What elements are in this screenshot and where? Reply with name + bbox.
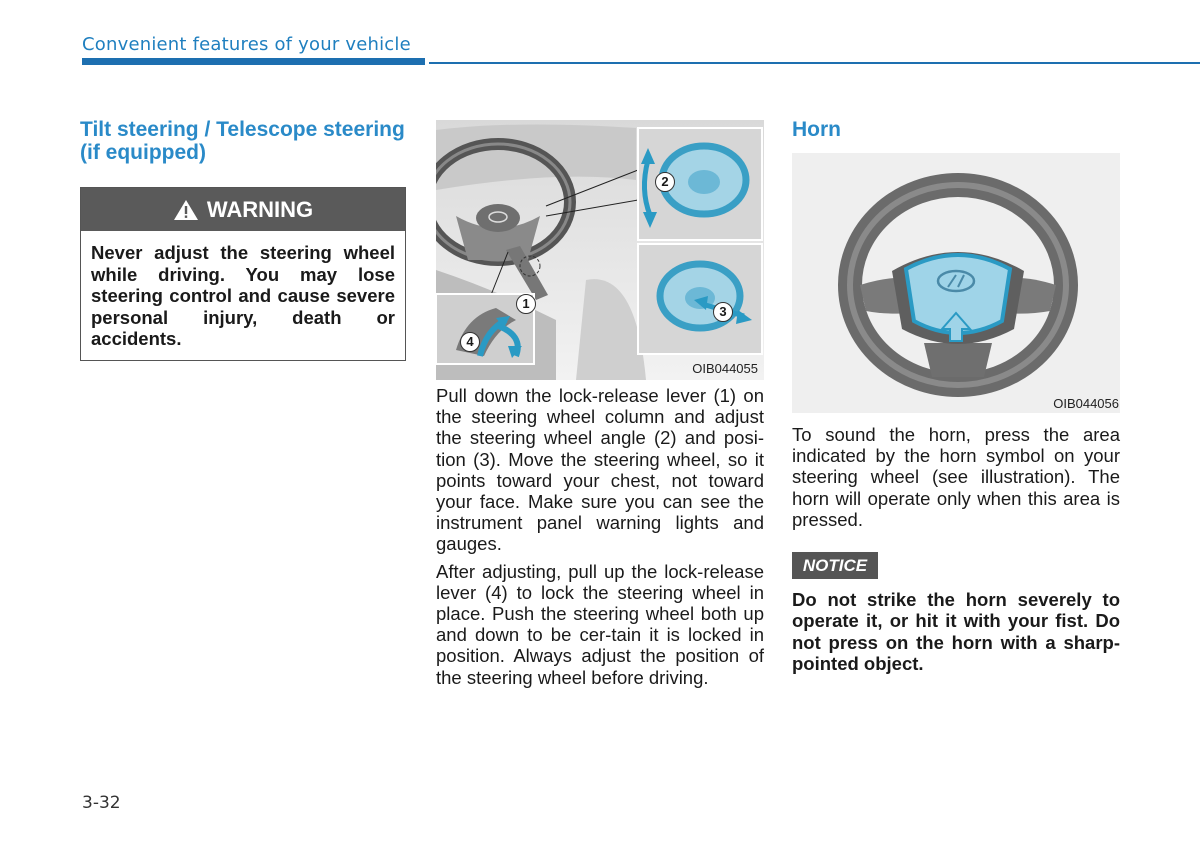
horn-paragraph: To sound the horn, press the area indicated by the horn symbol on your steering wheel (see illustration). The horn will operate only when this area is pressed. [792,424,1120,530]
page-header-title: Convenient features of your vehicle [82,34,411,55]
horn-figure-code: OIB044056 [1053,396,1119,411]
horn-steering-wheel-illustration [792,153,1120,413]
callout-3: 3 [713,302,733,322]
warning-triangle-icon [173,199,199,221]
callout-1: 1 [516,294,536,314]
warning-box [80,187,406,361]
steering-adjust-illustration [436,120,764,380]
section-title-tilt-steering [80,118,420,164]
warning-header [81,188,405,231]
steering-adjust-figure [436,120,764,380]
warning-label: WARNING [206,196,314,222]
section-title-horn: Horn [792,118,841,141]
paragraph-lock: After adjusting, pull up the lock-release lever (4) to lock the steering wheel in place. Push the steering wheel both up and down to be cer-tain it is locked in position. Always adjust the position of the steering wheel before driving. [436,560,764,688]
warning-text: Never adjust the steering wheel while driving. You may lose steering control and cause severe personal injury, death or accidents. [91,242,395,349]
header-rule-thick [82,58,425,65]
notice-badge: NOTICE [792,552,878,579]
callout-2: 2 [655,172,675,192]
section-title-line-1: Tilt steering / Telescope steering [80,118,405,141]
notice-text: Do not strike the horn severely to operate it, or hit it with your fist. Do not press on the horn with a sharp-pointed object. [792,589,1120,674]
header-rule-thin [429,62,1200,64]
horn-figure [792,153,1120,413]
tilt-steering-body [436,385,764,694]
page-number: 3-32 [82,793,121,813]
section-title-line-2: (if equipped) [80,141,206,164]
figure-code: OIB044055 [692,361,758,376]
callout-4: 4 [460,332,480,352]
paragraph-adjust: Pull down the lock-release lever (1) on the steering wheel column and adjust the steering wheel angle (2) and posi-tion (3). Move the steering wheel, so it points toward your chest, not toward your face. Make sure you can see the instrument panel warning lights and gauges. [436,385,764,555]
